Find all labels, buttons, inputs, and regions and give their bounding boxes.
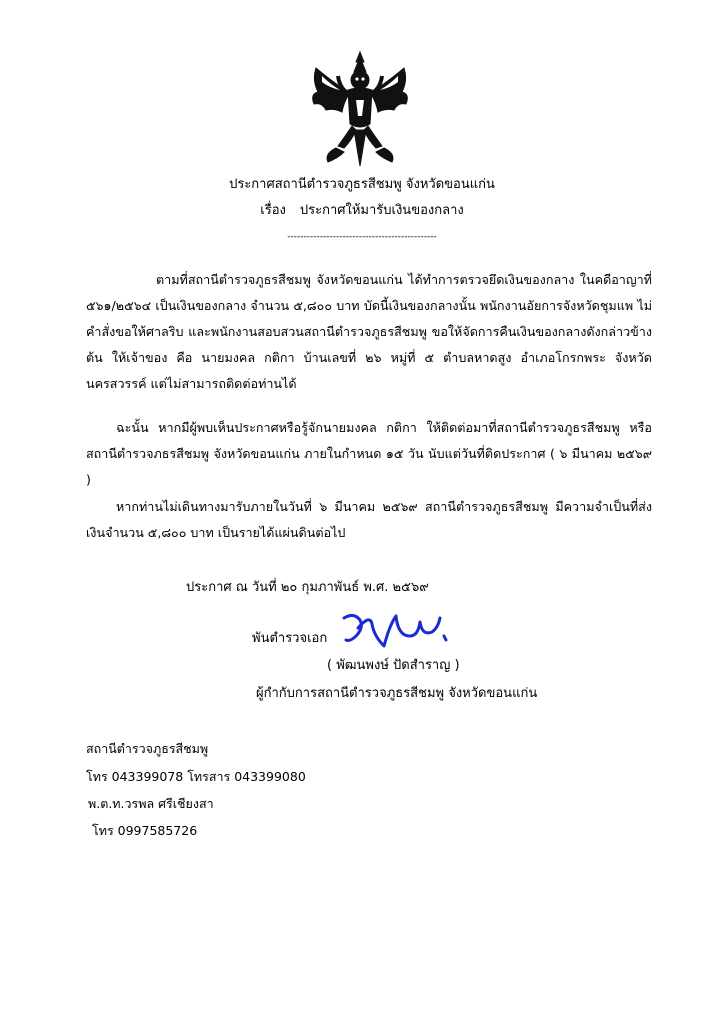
title-divider: ---------------------------------------------- [287, 232, 437, 242]
garuda-emblem-icon [300, 50, 420, 170]
paragraph-1: ตามที่สถานีตำรวจภูธรสีชมพู จังหวัดขอนแก่น ได้ทำการตรวจยึดเงินของกลาง ในคดีอาญาที่ ๕๖๑/๒๕๖๔ เป็นเงินของกลาง จำนวน ๕,๘๐๐ บาท บัดนี้เงินของกลางนั้น พนักงานอัยการจังหวัดชุมแพ ไม่คำสั่งขอให้ศาลริบ และพนักงานสอบสวนสถานีตำรวจภูธรสีชมพู ขอให้จัดการคืนเงินของกลางดังกล่าวข้างต้น ให้เจ้าของ คือ นายมงคล กติกา บ้านเลขที่ ๒๖ หมู่ที่ ๕ ตำบลหาดสูง อำเภอโกรกพระ จังหวัดนครสวรรค์ แต่ไม่สามารถติดต่อท่านได้ [86, 272, 652, 391]
contact-station: สถานีตำรวจภูธรสีชมพู [86, 741, 209, 756]
subject-text: ประกาศให้มารับเงินของกลาง [299, 203, 464, 218]
paragraph-2: ฉะนั้น หากมีผู้พบเห็นประกาศหรือรู้จักนายมงคล กติกา ให้ติดต่อมาที่สถานีตำรวจภูธรสีชมพู หรือสถานีตำรวจภธรสีชมพู จังหวัดขอนแก่น ภายในกำหนด ๑๕ วัน นับแต่วันที่ติดประกาศ ( ๖ มีนาคม ๒๕๖๙ ) [86, 420, 652, 487]
paragraph-3: หากท่านไม่เดินทางมารับภายในวันที่ ๖ มีนาคม ๒๕๖๙ สถานีตำรวจภูธรสีชมพู มีความจำเป็นที่ส่งเงินจำนวน ๕,๘๐๐ บาท เป็นรายได้แผ่นดินต่อไป [86, 499, 652, 540]
signer-rank: พันตำรวจเอก [252, 631, 328, 646]
announcement-title: ประกาศสถานีตำรวจภูธรสีชมพู จังหวัดขอนแก่น [229, 177, 495, 192]
announcement-date: ประกาศ ณ วันที่ ๒๐ กุมภาพันธ์ พ.ศ. ๒๕๖๙ [186, 580, 429, 595]
contact-officer-phone: โทร 0997585726 [92, 823, 198, 838]
subject-label: เรื่อง [260, 203, 286, 218]
contact-officer: พ.ต.ท.วรพล ศรีเชียงสา [88, 796, 214, 811]
announcement-subject [0, 202, 724, 220]
contact-phone-fax: โทร 043399078 โทรสาร 043399080 [86, 769, 306, 784]
signature-icon [340, 606, 460, 656]
signer-position: ผู้กำกับการสถานีตำรวจภูธรสีชมพู จังหวัดขอนแก่น [256, 686, 538, 701]
signer-name: ( พัฒนพงษ์ ปัดสำราญ ) [327, 658, 460, 673]
